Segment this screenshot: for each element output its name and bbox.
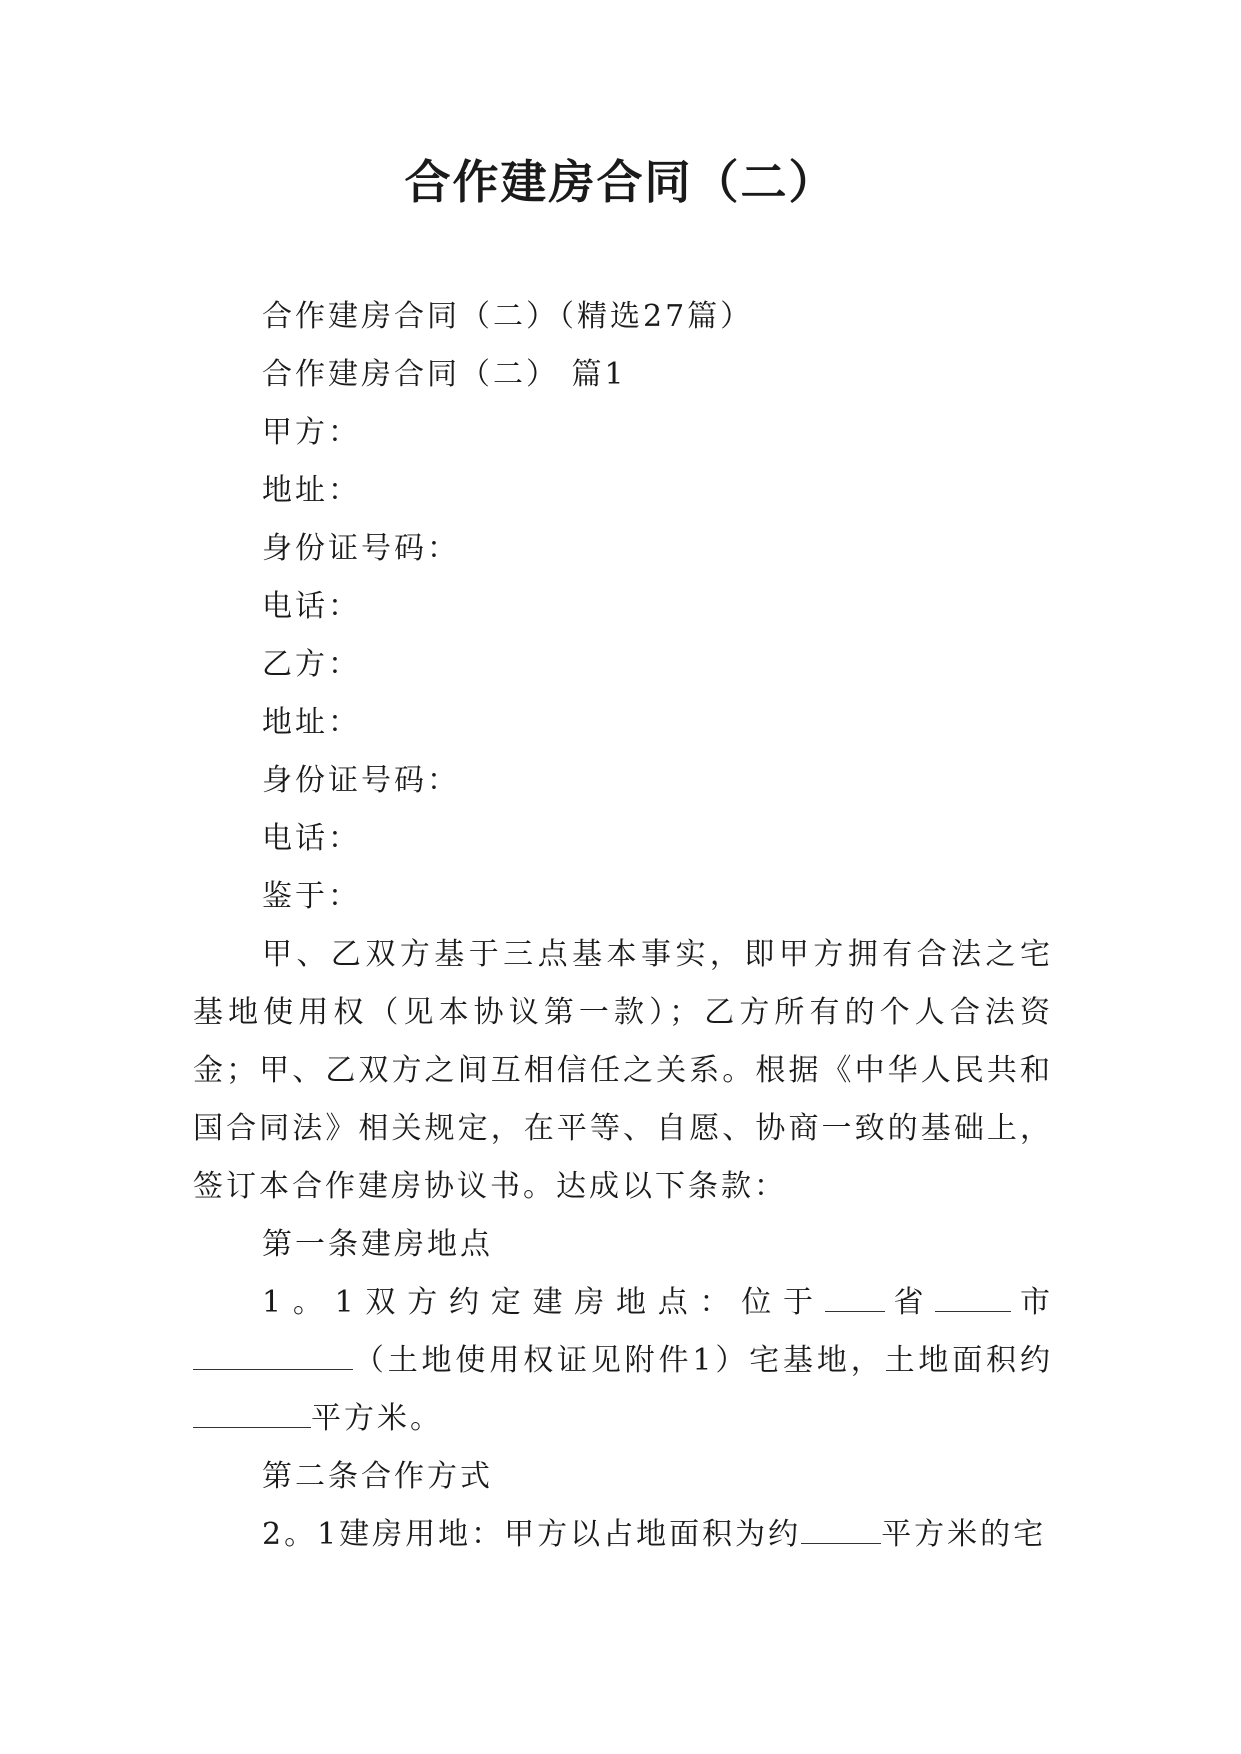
clause-2-1-text-2: 平方米的宅 xyxy=(881,1517,1047,1552)
party-a-address-label: 地址： xyxy=(262,473,361,508)
preamble-paragraph: 甲、乙双方基于三点基本事实，即甲方拥有合法之宅基地使用权（见本协议第一款）；乙方所有的个人合法资金；甲、乙双方之间互相信任之关系。根据《中华人民共和国合同法》相关规定，在平等、自愿、协商一致的基础上，签订本合作建房协议书。达成以下条款： xyxy=(193,937,1053,1204)
province-blank xyxy=(825,1281,885,1312)
party-b-id-label: 身份证号码： xyxy=(262,763,460,798)
article-1-heading: 第一条建房地点 xyxy=(262,1227,493,1262)
clause-1-1-text-5: 平方米。 xyxy=(311,1401,443,1436)
clause-1-1-text-1: 1。1双方约定建房地点：位于 xyxy=(262,1285,825,1320)
article-2-heading: 第二条合作方式 xyxy=(262,1459,493,1494)
clause-1-1-text-4: （土地使用权证见附件1）宅基地，土地面积约 xyxy=(353,1343,1053,1378)
document-title: 合作建房合同（二） xyxy=(404,155,837,209)
location-blank xyxy=(193,1339,353,1370)
site-area-blank xyxy=(801,1513,881,1544)
whereas-label: 鉴于： xyxy=(262,879,361,914)
land-area-blank xyxy=(193,1397,311,1428)
clause-1-1-text-2: 省 xyxy=(884,1285,936,1320)
party-b-address-label: 地址： xyxy=(262,705,361,740)
section-heading: 合作建房合同（二） 篇1 xyxy=(262,357,627,392)
clause-1-1 xyxy=(193,1274,1053,1448)
party-b-phone-label: 电话： xyxy=(262,821,361,856)
party-a-id-label: 身份证号码： xyxy=(262,531,460,566)
party-a-label: 甲方： xyxy=(262,415,361,450)
clause-2-1 xyxy=(193,1506,1053,1564)
city-blank xyxy=(935,1281,1011,1312)
party-a-phone-label: 电话： xyxy=(262,589,361,624)
clause-2-1-text-1: 2。1建房用地：甲方以占地面积为约 xyxy=(262,1517,802,1552)
clause-1-1-text-3: 市 xyxy=(1011,1285,1054,1320)
party-b-label: 乙方： xyxy=(262,647,361,682)
document-subtitle: 合作建房合同（二）（精选27篇） xyxy=(262,299,754,334)
document-body xyxy=(193,288,1053,1564)
